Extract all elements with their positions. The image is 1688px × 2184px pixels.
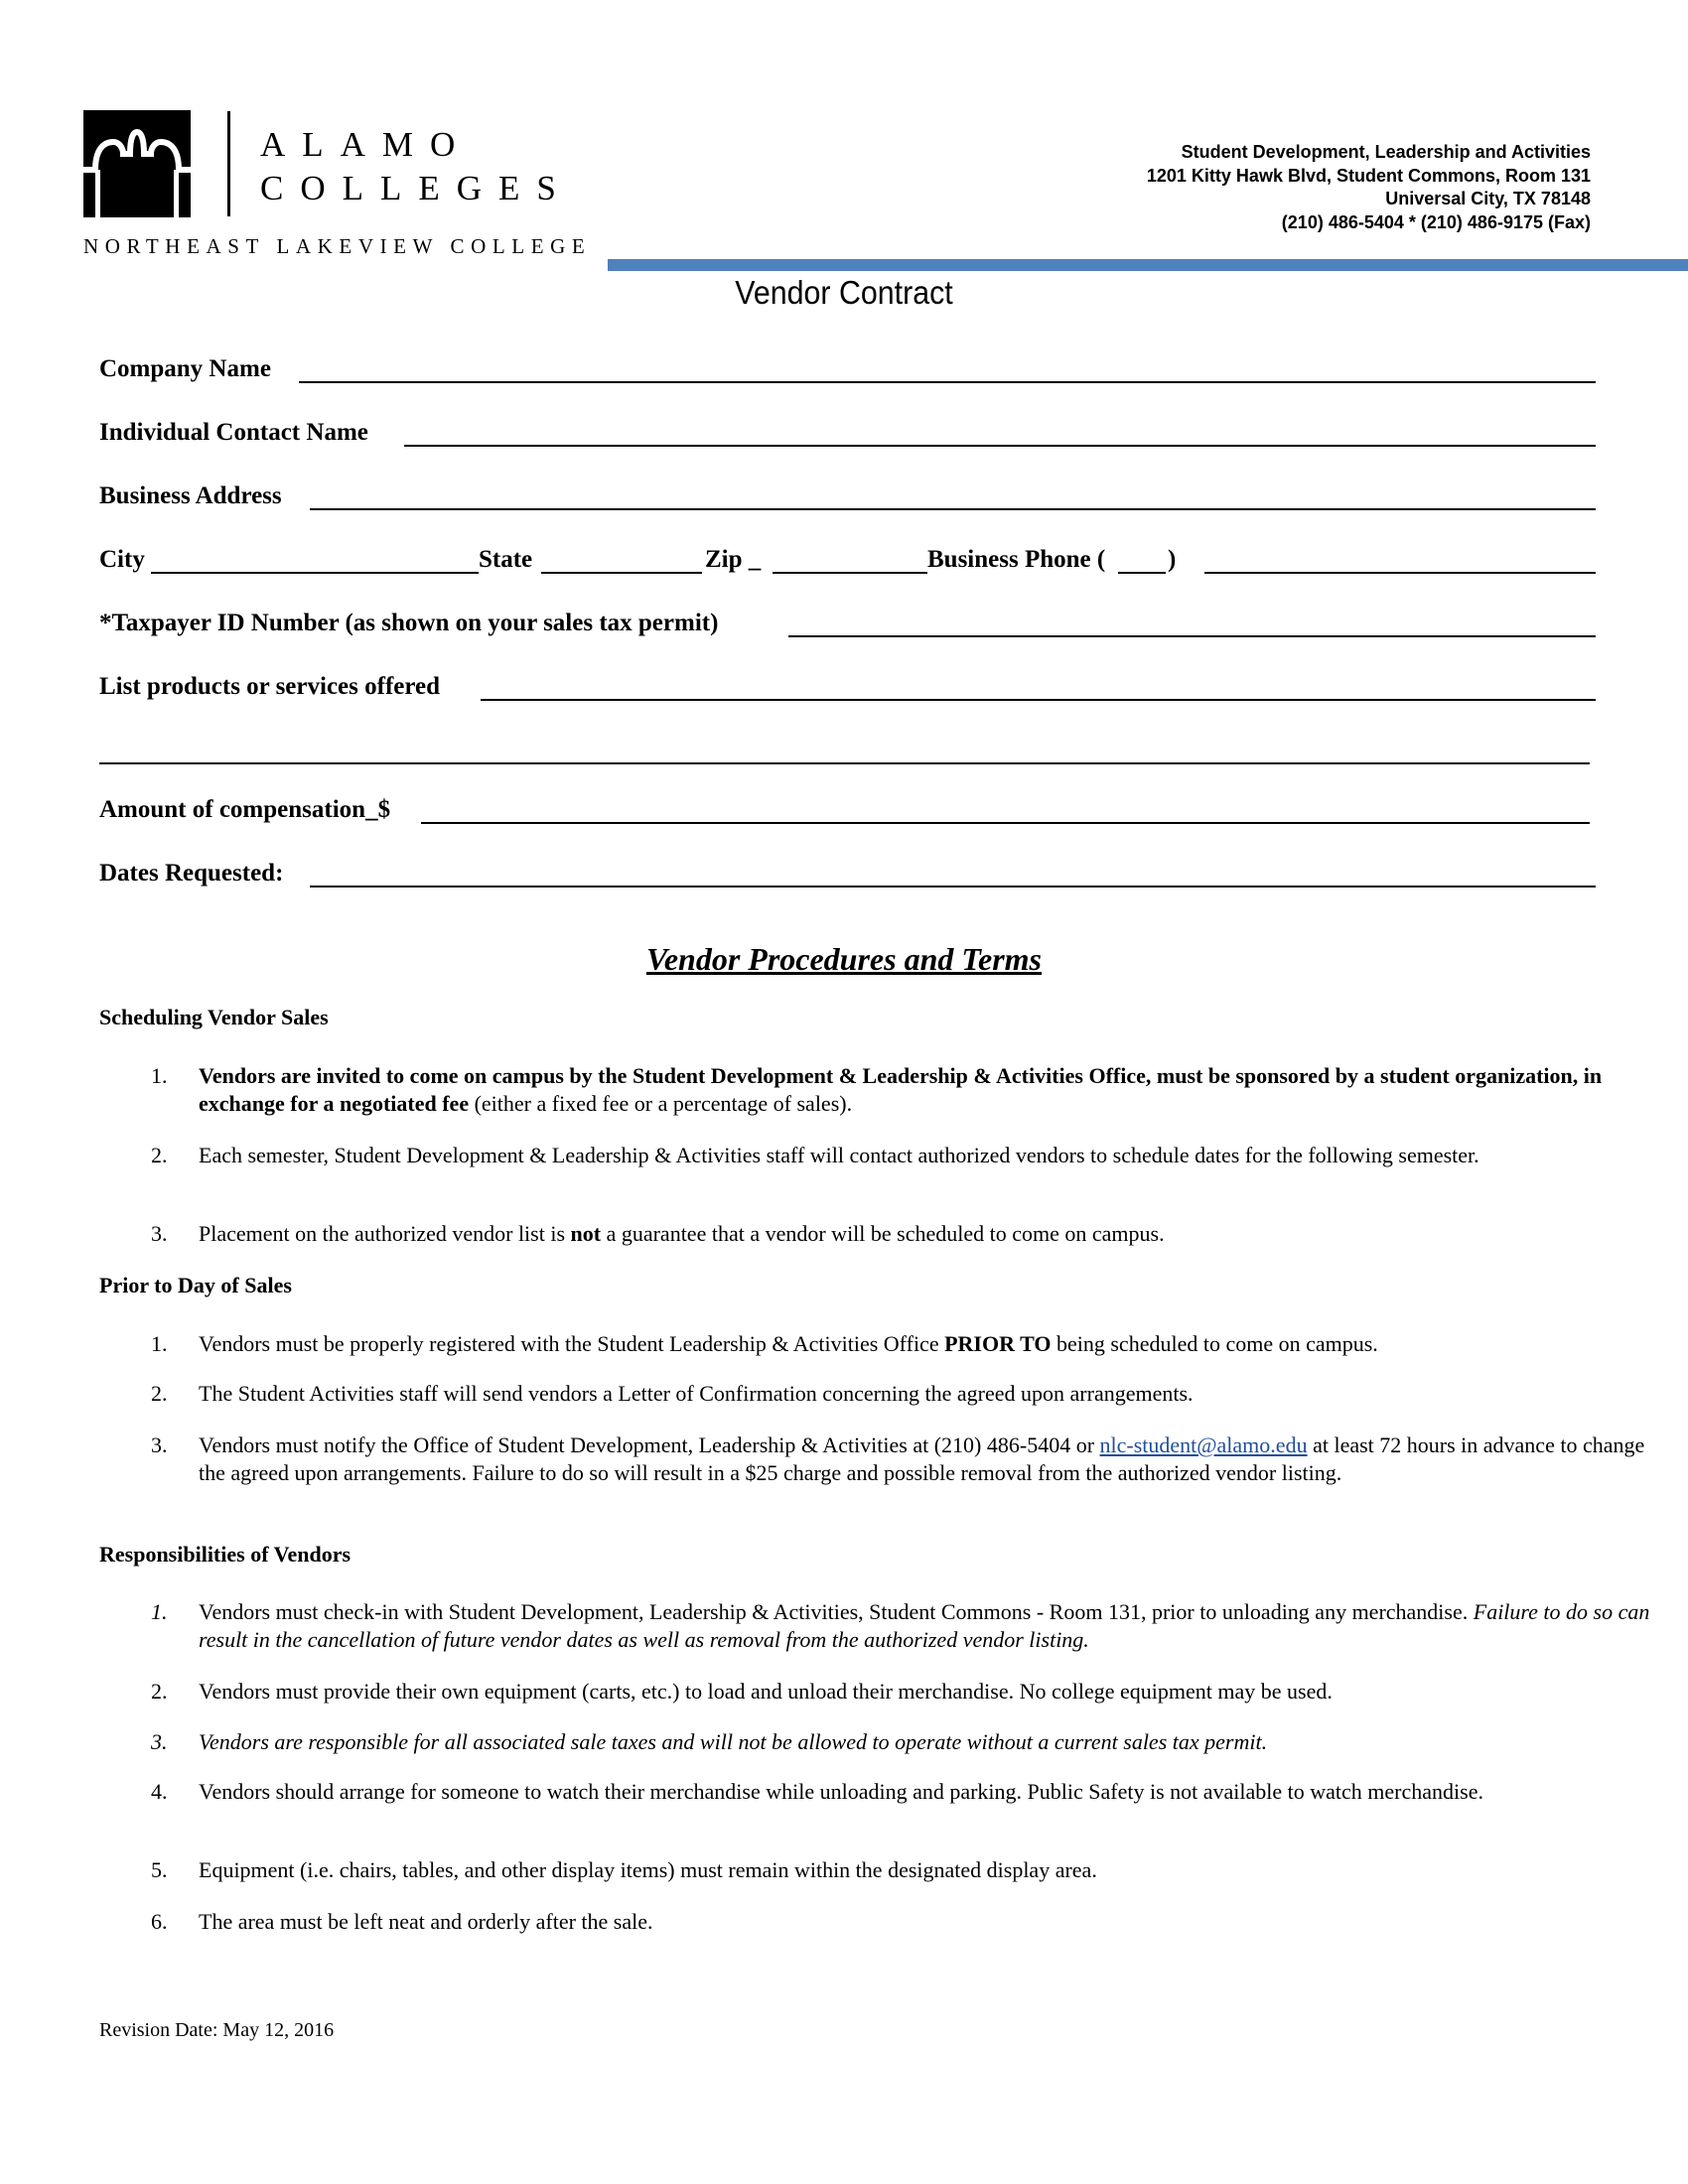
list-number: 6. — [151, 1909, 168, 1934]
field-products — [99, 665, 1596, 705]
products-label: List products or services offered — [99, 673, 441, 700]
item-text: a guarantee that a vendor will be scheduled to come on campus. — [601, 1221, 1165, 1246]
item-text: (either a fixed fee or a percentage of sales). — [469, 1091, 853, 1116]
phone-close-paren: ) — [1168, 546, 1177, 573]
office-line-3: Universal City, TX 78148 — [1385, 189, 1591, 208]
contact-name-label: Individual Contact Name — [99, 419, 368, 446]
list-item-text: Equipment (i.e. chairs, tables, and other display items) must remain within the designated display area. — [199, 1857, 1097, 1882]
list-item-text: Vendors should arrange for someone to watch their merchandise while unloading and parking. Public Safety is not available to watch merchandise. — [199, 1779, 1483, 1804]
list-number: 4. — [151, 1779, 168, 1804]
field-dates-requested — [99, 852, 1596, 891]
list-item-text: The area must be left neat and orderly after the sale. — [199, 1909, 653, 1934]
field-taxpayer-id — [99, 602, 1596, 641]
item-text: Vendors must be properly registered with the Student Leadership & Activities Office — [199, 1331, 945, 1356]
item-italic-text: Vendors are responsible for all associated sale taxes and will not be allowed to operate without a current sales tax permit. — [199, 1729, 1268, 1754]
logo-word-colleges: COLLEGES — [260, 169, 573, 207]
list-number: 2. — [151, 1679, 168, 1704]
list-number: 1. — [151, 1599, 168, 1624]
list-number: 3. — [151, 1221, 168, 1246]
list-number: 3. — [151, 1729, 168, 1754]
field-city-state-zip-phone — [99, 538, 1596, 578]
business-address-label: Business Address — [99, 482, 282, 509]
field-compensation — [99, 788, 1596, 828]
list-number: 3. — [151, 1433, 168, 1457]
item-text: Placement on the authorized vendor list is — [199, 1221, 571, 1246]
list-number: 2. — [151, 1143, 168, 1167]
zip-line[interactable] — [773, 572, 927, 574]
business-address-line[interactable] — [310, 508, 1596, 510]
list-item-text — [199, 1330, 1658, 1358]
list-item-text: Each semester, Student Development & Leadership & Activities staff will contact authorized vendors to schedule dates for the following semester. — [199, 1143, 1479, 1167]
taxpayer-id-label: *Taxpayer ID Number (as shown on your sales tax permit) — [99, 610, 719, 636]
compensation-line[interactable] — [421, 822, 1590, 824]
list-item-text — [199, 1598, 1658, 1654]
office-line-2: 1201 Kitty Hawk Blvd, Student Commons, Room 131 — [1146, 165, 1591, 186]
responsibilities-heading: Responsibilities of Vendors — [99, 1542, 352, 1567]
products-line-2[interactable] — [99, 762, 1590, 764]
list-number: 5. — [151, 1857, 168, 1882]
terms-title: Vendor Procedures and Terms — [646, 941, 1042, 977]
email-link[interactable]: nlc-student@alamo.edu — [1099, 1433, 1308, 1457]
state-line[interactable] — [541, 572, 702, 574]
item-text: Vendors must check-in with Student Development, Leadership & Activities, Student Commons - Room 131, prior to unloading any merchandise. — [199, 1599, 1474, 1624]
products-line[interactable] — [481, 699, 1596, 701]
item-text: at least 72 hours in advance to change the agreed upon arrangements. Failure to do so will result in a $25 charge and possible removal from the authorized vendor listing. — [199, 1433, 1645, 1485]
field-company-name — [99, 347, 1596, 387]
company-name-label: Company Name — [99, 355, 271, 382]
city-label: City — [99, 546, 145, 573]
list-item-text: Vendors must provide their own equipment (carts, etc.) to load and unload their merchandise. No college equipment may be used. — [199, 1679, 1333, 1704]
state-label: State — [479, 546, 533, 573]
field-products-continued — [99, 729, 1596, 768]
document-title: Vendor Contract — [735, 274, 953, 311]
header-accent-bar — [608, 259, 1688, 271]
office-line-1: Student Development, Leadership and Activities — [1181, 142, 1591, 162]
list-item-text — [199, 1062, 1658, 1118]
revision-date: Revision Date: May 12, 2016 — [99, 2019, 335, 2041]
compensation-label: Amount of compensation_$ — [99, 796, 391, 823]
office-address-block — [1147, 141, 1591, 234]
list-item-text — [199, 1728, 1658, 1756]
business-phone-label: Business Phone ( — [927, 546, 1106, 573]
field-contact-name — [99, 411, 1596, 451]
business-phone-line[interactable] — [1204, 572, 1596, 574]
logo-word-alamo: ALAMO — [260, 125, 473, 164]
field-business-address — [99, 475, 1596, 514]
item-bold-text: not — [570, 1221, 602, 1246]
dates-requested-line[interactable] — [310, 886, 1596, 887]
office-line-4: (210) 486-5404 * (210) 486-9175 (Fax) — [1281, 211, 1591, 232]
logo-subtitle: NORTHEAST LAKEVIEW COLLEGE — [83, 234, 592, 258]
list-item-text — [199, 1432, 1658, 1487]
city-line[interactable] — [151, 572, 479, 574]
taxpayer-id-line[interactable] — [788, 635, 1596, 637]
list-number: 2. — [151, 1381, 168, 1406]
scheduling-heading: Scheduling Vendor Sales — [99, 1005, 329, 1029]
area-code-line[interactable] — [1118, 572, 1166, 574]
contact-name-line[interactable] — [404, 445, 1596, 447]
item-italic-text: Failure to do so can result in the cancellation of future vendor dates as well as removal from the authorized vendor listing. — [199, 1599, 1650, 1652]
logo-mark — [83, 110, 191, 217]
logo-divider — [227, 111, 230, 216]
list-item-text: The Student Activities staff will send vendors a Letter of Confirmation concerning the agreed upon arrangements. — [199, 1381, 1194, 1406]
item-text: Vendors must notify the Office of Student Development, Leadership & Activities at (210) 486-5404 or — [199, 1433, 1100, 1457]
item-bold-text: PRIOR TO — [944, 1331, 1052, 1356]
list-number: 1. — [151, 1331, 168, 1356]
zip-label: Zip _ — [705, 546, 762, 573]
prior-heading: Prior to Day of Sales — [99, 1273, 292, 1297]
company-name-line[interactable] — [299, 381, 1596, 383]
item-bold-text: Vendors are invited to come on campus by the Student Development & Leadership & Activities Office, must be sponsored by a student organization, in exchange for a negotiated fee — [199, 1063, 1603, 1116]
dates-requested-label: Dates Requested: — [99, 860, 284, 887]
list-number: 1. — [151, 1063, 168, 1088]
item-text: being scheduled to come on campus. — [1051, 1331, 1378, 1356]
mission-arch-icon — [83, 110, 191, 217]
list-item-text — [199, 1220, 1658, 1248]
